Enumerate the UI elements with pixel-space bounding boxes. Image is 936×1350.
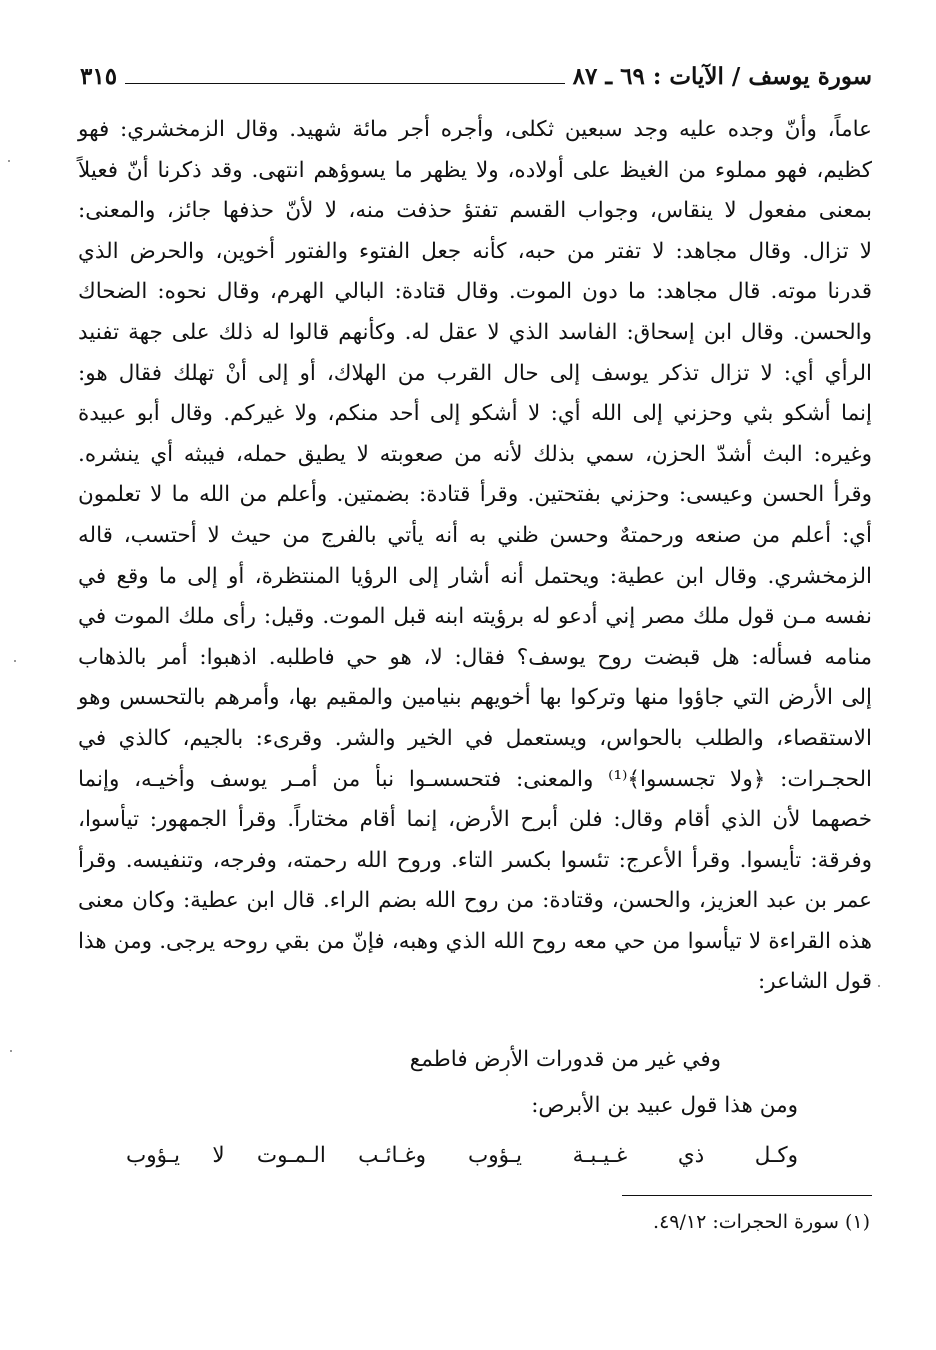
text-line: وغيره: البث أشدّ الحزن، سمي بذلك لأنه من صعوبته لا يطيق حمله، فيبثه أي ينشره. [78, 441, 872, 467]
header-rule [125, 83, 565, 84]
scan-speck [14, 660, 16, 662]
text-line: هذه القراءة لا تيأسوا من حي معه روح الله الذي وهبه، فإنّ من بقي روحه يرجى. ومن هذا [78, 928, 872, 954]
text-line: قول الشاعر: [757, 969, 872, 995]
running-header [80, 58, 872, 94]
text-line: لا تزال. وقال مجاهد: لا تفتر من حبه، كأنه جعل الفتوء والفتور أخوين، والحرض الذي [78, 238, 872, 264]
text-line: إنما أشكو بثي وحزني إلى الله أي: لا أشكو إلى أحد منكم، ولا غيركم. وقال أبو عبيدة [78, 401, 872, 427]
text-line: وفرقة: تأيسوا. وقرأ الأعرج: تئسوا بكسر التاء. وروح الله رحمته، وفرجه، وتنفيسه. وقرأ [78, 847, 872, 873]
text-line: نفسه مـن قول ملك مصر إني أدعو له برؤيته ابنه قبل الموت. وقيل: رأى ملك الموت في [78, 604, 872, 630]
text-line: الاستقصاء، والطلب بالحواس، ويستعمل في الخير والشر. وقرىء: بالجيم، كالذي في [78, 725, 872, 751]
text-line: الحجـرات: ﴿ولا تجسسوا﴾⁽¹⁾ والمعنى: فتحسسـوا نبأ من أمـر يوسف وأخيـه، وإنما [78, 766, 872, 792]
text-line: الرأي أي: لا تزال تذكر يوسف إلى حال القرب من الهلاك، أو إلى أنْ تهلك فقال هو: [78, 360, 872, 386]
text-line: أي: أعلم من صنعه ورحمتهٌ وحسن ظني به أنه يأتي بالفرج من حيث لا أحتسب، قاله [78, 522, 872, 548]
scan-speck [10, 1050, 12, 1052]
header-title: سورة يوسف / الآيات : ٦٩ ـ ٨٧ [572, 62, 872, 90]
verse-hemistich-second: وغـائـب الـمـوت لا يـؤوب [126, 1143, 426, 1168]
text-line: كظيم، فهو مملوء من الغيظ على أولاده، ولا يظهر ما يسوؤهم انتهى. وقد ذكرنا أنّ فعيلاً [78, 157, 872, 183]
text-line: وقرأ الحسن وعيسى: وحزني بفتحتين. وقرأ قتادة: بضمتين. وأعلم من الله ما لا تعلمون [78, 482, 872, 508]
verse-hemistich-first: وكـل ذي غـيـبـة يـؤوب [468, 1143, 798, 1168]
verse-line: وفي غير من قدورات الأرض فاطمع [409, 1047, 721, 1072]
commentary-text [78, 110, 872, 1003]
text-line: عاماً، وأنّ وجده عليه وجد سبعين ثكلى، وأجره أجر مائة شهيد. وقال الزمخشري: فهو [78, 117, 872, 142]
footnote: (١) سورة الحجرات: ٤٩/١٢. [653, 1211, 870, 1233]
text-line: قدرنا موته. قال مجاهد: ما دون الموت. وقال قتادة: البالي الهرم، وقال نحوه: الضحاك [78, 279, 872, 305]
text-line: والحسن. وقال ابن إسحاق: الفاسد الذي لا عقل له. وكأنهم قالوا له ذلك على جهة تفنيد [78, 319, 872, 345]
text-line: منامه فسأله: هل قبضت روح يوسف؟ فقال: لا، هو حي فاطلبه. اذهبوا: أمر بالذهاب [78, 644, 872, 670]
text-line: عمر بن عبد العزيز، والحسن، وقتادة: من روح الله بضم الراء. قال ابن عطية: وكان معنى [78, 888, 872, 914]
text-line: خصهما لأن الذي أقام وقال: فلن أبرح الأرض، إنما أقام مختاراً. وقرأ الجمهور: تيأسوا، [78, 807, 872, 833]
text-line: بمعنى مفعول لا ينقاس، وجواب القسم تفتؤ حذفت منه، لا لأنّ حذفها جائز، والمعنى: [78, 198, 872, 224]
scan-speck [506, 1074, 508, 1076]
footnote-separator [622, 1195, 872, 1196]
text-line: الزمخشري. وقال ابن عطية: ويحتمل أنه أشار إلى الرؤيا المنتظرة، أو إلى ما وقع في [78, 563, 872, 589]
page-number: ٣١٥ [80, 62, 118, 90]
scan-speck [878, 985, 880, 987]
verse-intro: ومن هذا قول عبيد بن الأبرص: [531, 1093, 798, 1118]
scan-speck [8, 160, 10, 162]
text-line: إلى الأرض التي جاؤوا منها وتركوا بها أخويهم بنيامين والمقيم بها، وأمرهم بالتحسس وهو [78, 685, 872, 711]
